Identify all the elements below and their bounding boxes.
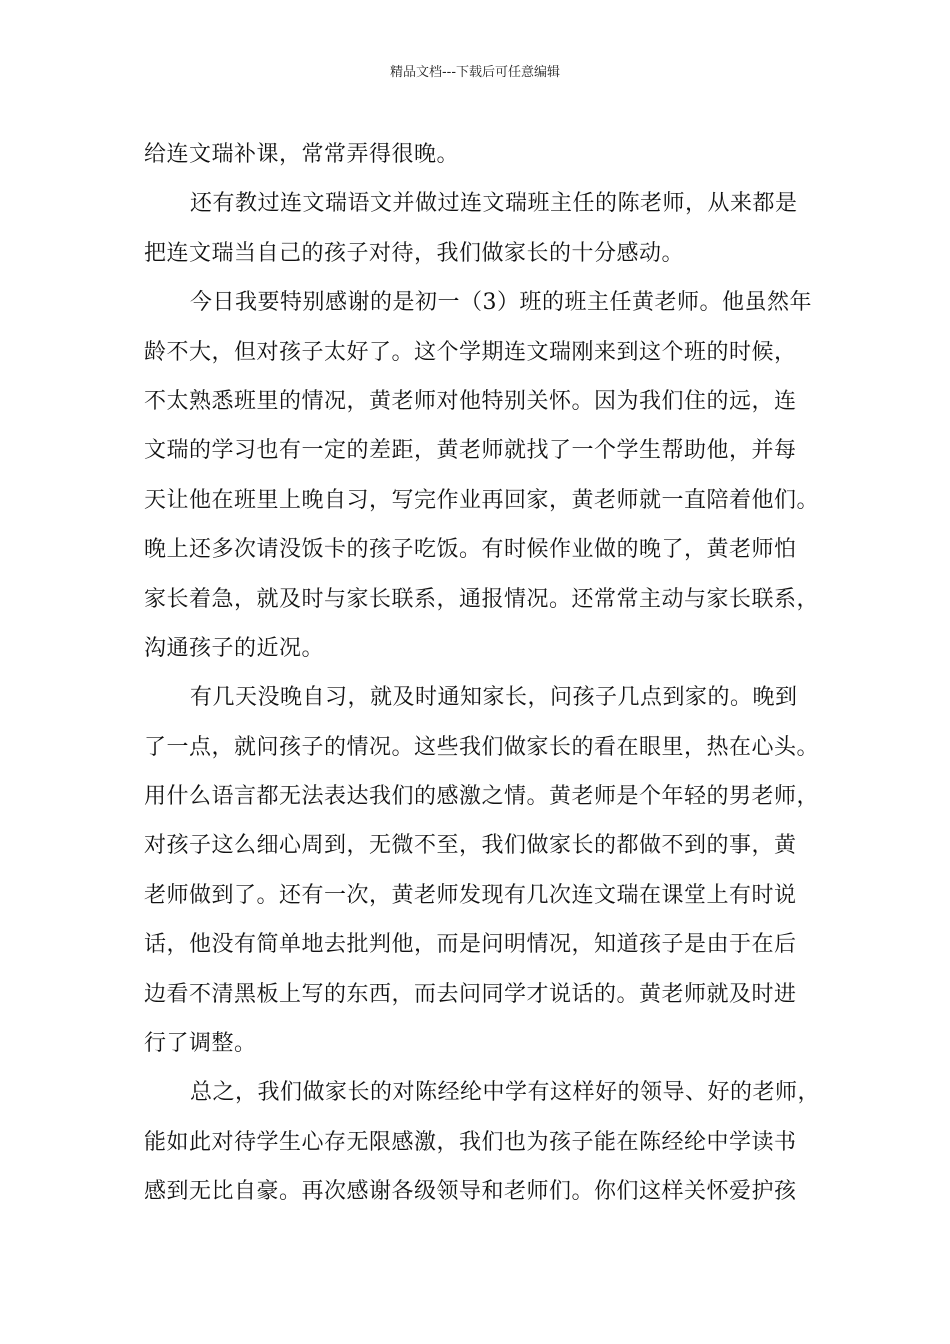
text-line: 对孩子这么细心周到，无微不至，我们做家长的都做不到的事，黄: [144, 833, 797, 859]
text-line: 晚上还多次请没饭卡的孩子吃饭。有时候作业做的晚了，黄老师怕: [144, 537, 797, 563]
text-line: 文瑞的学习也有一定的差距，黄老师就找了一个学生帮助他，并每: [144, 438, 797, 464]
text-line: 还有教过连文瑞语文并做过连文瑞班主任的陈老师，从来都是: [190, 191, 798, 217]
text-line: 用什么语言都无法表达我们的感激之情。黄老师是个年轻的男老师，: [144, 784, 820, 810]
text-line: 能如此对待学生心存无限感激，我们也为孩子能在陈经纶中学读书: [144, 1129, 797, 1155]
text-line: 今日我要特别感谢的是初一（3）班的班主任黄老师。他虽然年: [190, 290, 812, 316]
text-line: 沟通孩子的近况。: [144, 635, 325, 661]
text-line: 把连文瑞当自己的孩子对待，我们做家长的十分感动。: [144, 240, 685, 266]
text-line: 感到无比自豪。再次感谢各级领导和老师们。你们这样关怀爱护孩: [144, 1179, 797, 1205]
text-line: 天让他在班里上晚自习，写完作业再回家，黄老师就一直陪着他们。: [144, 487, 820, 513]
text-line: 总之，我们做家长的对陈经纶中学有这样好的领导、好的老师，: [190, 1080, 821, 1106]
text-line: 边看不清黑板上写的东西，而去问同学才说话的。黄老师就及时进: [144, 981, 797, 1007]
document-body: [144, 130, 824, 1217]
page-header: 精品文档---下载后可任意编辑: [389, 65, 561, 80]
text-line: 老师做到了。还有一次，黄老师发现有几次连文瑞在课堂上有时说: [144, 882, 797, 908]
text-line: 行了调整。: [144, 1031, 257, 1057]
text-line: 不太熟悉班里的情况，黄老师对他特别关怀。因为我们住的远，连: [144, 388, 797, 414]
text-line: 有几天没晚自习，就及时通知家长，问孩子几点到家的。晚到: [190, 685, 798, 711]
text-line: 龄不大，但对孩子太好了。这个学期连文瑞刚来到这个班的时候，: [144, 339, 797, 365]
text-line: 了一点，就问孩子的情况。这些我们做家长的看在眼里，热在心头。: [144, 734, 820, 760]
text-line: 家长着急，就及时与家长联系，通报情况。还常常主动与家长联系，: [144, 586, 820, 612]
text-line: 给连文瑞补课，常常弄得很晚。: [144, 142, 460, 167]
text-line: 话，他没有简单地去批判他，而是问明情况，知道孩子是由于在后: [144, 932, 797, 958]
